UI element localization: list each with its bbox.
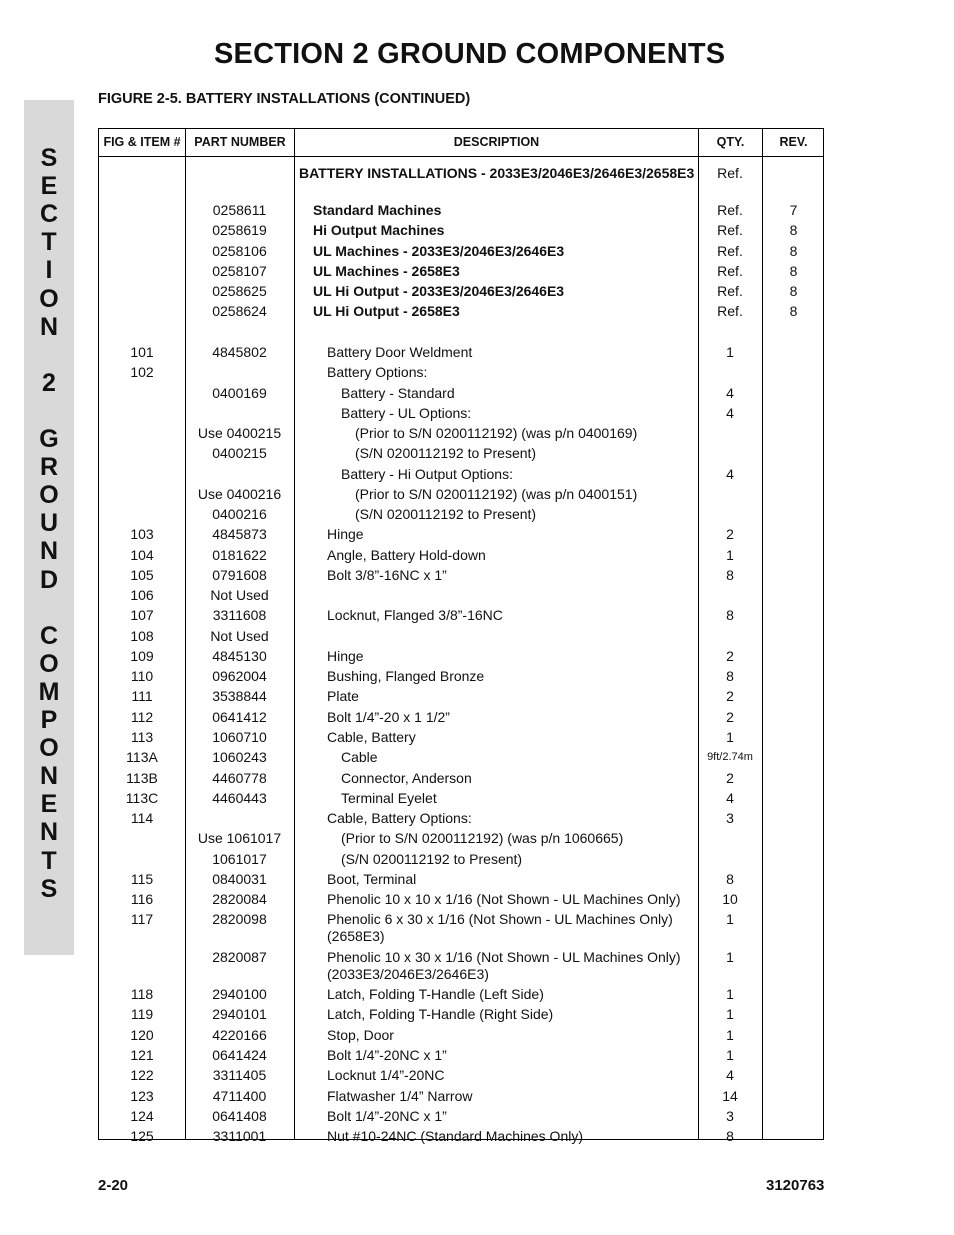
side-tab-letter: P (40, 706, 58, 734)
part-number-cell: 0258611 (212, 202, 267, 218)
item-number-cell: 123 (130, 1088, 154, 1104)
column-header-rev: REV. (779, 135, 808, 149)
quantity-cell: 10 (722, 891, 738, 907)
part-number-cell: 1060243 (212, 749, 267, 765)
description-cell: Locknut 1/4”-20NC (327, 1067, 445, 1083)
quantity-cell: 1 (726, 344, 734, 360)
quantity-cell: 1 (726, 1027, 734, 1043)
description-cell: UL Hi Output - 2658E3 (313, 303, 460, 319)
quantity-cell: 1 (726, 986, 734, 1002)
side-tab-letter: M (38, 677, 60, 706)
part-number-cell: 0400169 (212, 385, 267, 401)
item-number-cell: 117 (130, 911, 154, 927)
part-number-cell: Use 1061017 (197, 830, 282, 846)
side-tab-letter: E (40, 790, 58, 819)
quantity-cell: 8 (726, 567, 734, 583)
side-tab-letter: N (39, 312, 59, 341)
side-tab-letter: N (39, 762, 59, 791)
item-number-cell: 108 (130, 628, 154, 644)
description-cell: Angle, Battery Hold-down (327, 547, 486, 563)
side-tab-letter: D (39, 565, 59, 594)
column-divider (762, 129, 763, 1139)
description-cell: Latch, Folding T-Handle (Right Side) (327, 1006, 554, 1022)
quantity-cell: Ref. (717, 303, 743, 319)
part-number-cell: 3311608 (212, 607, 267, 623)
description-cell: Phenolic 10 x 10 x 1/16 (Not Shown - UL Machines Only) (327, 891, 681, 907)
quantity-cell: 1 (726, 949, 734, 965)
item-number-cell: 113A (126, 749, 158, 765)
revision-cell: 8 (789, 243, 798, 259)
description-cell: (S/N 0200112192 to Present) (355, 445, 537, 461)
quantity-cell: 1 (726, 547, 734, 563)
part-number-cell: 0400216 (212, 506, 267, 522)
column-header-qty: QTY. (716, 135, 745, 149)
quantity-cell: 8 (726, 1128, 734, 1144)
side-tab-letter: R (39, 453, 59, 482)
quantity-cell: 1 (726, 729, 734, 745)
parts-table (98, 128, 824, 1144)
description-cell: (S/N 0200112192 to Present) (355, 506, 537, 522)
quantity-cell: 2 (726, 648, 734, 664)
description-cell: (S/N 0200112192 to Present) (341, 851, 523, 867)
part-number-cell: Use 0400216 (197, 486, 282, 502)
part-number-cell: 0258625 (212, 283, 267, 299)
side-tab-letter: U (39, 509, 59, 538)
description-cell: Stop, Door (327, 1027, 394, 1043)
part-number-cell: Not Used (210, 587, 269, 603)
document-number: 3120763 (766, 1177, 825, 1194)
side-tab-letter: O (39, 284, 59, 313)
part-number-cell: Use 0400215 (197, 425, 282, 441)
description-cell: Cable, Battery (327, 729, 416, 745)
part-number-cell: 4845130 (212, 648, 267, 664)
quantity-cell: 14 (722, 1088, 738, 1104)
item-number-cell: 116 (130, 891, 154, 907)
side-tab-letter: S (40, 144, 58, 172)
quantity-cell: Ref. (717, 165, 743, 181)
revision-cell: 7 (789, 202, 798, 218)
description-cell: BATTERY INSTALLATIONS - 2033E3/2046E3/2646E3/2658E3 (299, 165, 695, 181)
description-cell: Battery - Hi Output Options: (341, 466, 513, 482)
quantity-cell: 2 (726, 688, 734, 704)
quantity-cell: 2 (726, 526, 734, 542)
quantity-cell: 4 (726, 385, 734, 401)
part-number-cell: 2940100 (212, 986, 267, 1002)
side-tab-letter: T (41, 228, 57, 257)
page-number: 2-20 (98, 1177, 129, 1194)
part-number-cell: 1060710 (212, 729, 267, 745)
part-number-cell: 3311405 (212, 1067, 267, 1083)
item-number-cell: 113B (126, 770, 158, 786)
description-cell: Bushing, Flanged Bronze (327, 668, 485, 684)
part-number-cell: 1061017 (212, 851, 267, 867)
quantity-cell: 4 (726, 790, 734, 806)
description-cell: Cable, Battery Options: (327, 810, 472, 826)
description-cell: UL Hi Output - 2033E3/2046E3/2646E3 (313, 283, 565, 299)
item-number-cell: 107 (130, 607, 154, 623)
side-tab-letter: T (41, 846, 57, 875)
section-title: SECTION 2 GROUND COMPONENTS (214, 38, 726, 70)
header-divider (99, 156, 823, 157)
part-number-cell: 2820084 (212, 891, 267, 907)
revision-cell: 8 (789, 222, 798, 238)
part-number-cell: 0258619 (212, 222, 267, 238)
side-tab-letter: O (39, 649, 59, 678)
item-number-cell: 105 (130, 567, 154, 583)
part-number-cell: 4845802 (212, 344, 267, 360)
quantity-cell: 1 (726, 1006, 734, 1022)
description-cell: (Prior to S/N 0200112192) (was p/n 0400169) (355, 425, 638, 441)
part-number-cell: 0258106 (212, 243, 267, 259)
description-cell: Terminal Eyelet (341, 790, 437, 806)
description-cell: Bolt 3/8”-16NC x 1” (327, 567, 447, 583)
description-cell: UL Machines - 2658E3 (313, 263, 460, 279)
side-tab-letter: G (39, 425, 59, 453)
description-cell: Nut #10-24NC (Standard Machines Only) (327, 1128, 584, 1144)
column-header-description: DESCRIPTION (453, 135, 540, 149)
figure-title: FIGURE 2-5. BATTERY INSTALLATIONS (CONTINUED) (98, 91, 471, 107)
quantity-cell: Ref. (717, 202, 743, 218)
item-number-cell: 124 (130, 1108, 154, 1124)
description-cell: Phenolic 10 x 30 x 1/16 (Not Shown - UL Machines Only) (2033E3/2046E3/2646E3) (327, 949, 681, 982)
part-number-cell: 4220166 (212, 1027, 267, 1043)
side-tab-letter: 2 (42, 368, 56, 397)
revision-cell: 8 (789, 283, 798, 299)
side-tab-letter: C (39, 200, 59, 229)
description-cell: Hinge (327, 648, 364, 664)
description-cell: Cable (341, 749, 378, 765)
part-number-cell: 0641412 (212, 709, 267, 725)
quantity-cell: 2 (726, 770, 734, 786)
column-header-item: FIG & ITEM # (103, 135, 181, 149)
quantity-cell: 8 (726, 668, 734, 684)
description-cell: Plate (327, 688, 359, 704)
item-number-cell: 103 (130, 526, 154, 542)
quantity-cell: 8 (726, 607, 734, 623)
quantity-cell: Ref. (717, 263, 743, 279)
item-number-cell: 109 (130, 648, 154, 664)
description-cell: Bolt 1/4”-20NC x 1” (327, 1047, 447, 1063)
item-number-cell: 120 (130, 1027, 154, 1043)
part-number-cell: 2820087 (212, 949, 267, 965)
part-number-cell: 0962004 (212, 668, 267, 684)
description-cell: Boot, Terminal (327, 871, 417, 887)
item-number-cell: 118 (130, 986, 154, 1002)
part-number-cell: 3311001 (212, 1128, 267, 1144)
side-tab-letter: S (40, 874, 58, 903)
item-number-cell: 102 (130, 364, 154, 380)
column-divider (294, 129, 295, 1139)
item-number-cell: 119 (130, 1006, 154, 1022)
quantity-cell: Ref. (717, 222, 743, 238)
part-number-cell: 0840031 (212, 871, 267, 887)
part-number-cell: 4711400 (212, 1088, 267, 1104)
quantity-cell: 1 (726, 1047, 734, 1063)
description-cell: Bolt 1/4”-20NC x 1” (327, 1108, 447, 1124)
part-number-cell: 3538844 (212, 688, 267, 704)
revision-cell: 8 (789, 303, 798, 319)
part-number-cell: 4845873 (212, 526, 267, 542)
quantity-cell: 3 (726, 1108, 734, 1124)
quantity-cell: 2 (726, 709, 734, 725)
part-number-cell: 2940101 (212, 1006, 267, 1022)
section-side-tab (24, 100, 74, 955)
description-cell: Battery Options: (327, 364, 428, 380)
item-number-cell: 101 (130, 344, 154, 360)
item-number-cell: 112 (130, 709, 154, 725)
item-number-cell: 125 (130, 1128, 154, 1144)
item-number-cell: 115 (130, 871, 154, 887)
item-number-cell: 110 (130, 668, 154, 684)
description-cell: Flatwasher 1/4” Narrow (327, 1088, 473, 1104)
description-cell: Battery Door Weldment (327, 344, 473, 360)
column-header-part-number: PART NUMBER (194, 135, 286, 149)
quantity-cell: 1 (726, 911, 734, 927)
description-cell: Bolt 1/4”-20 x 1 1/2” (327, 709, 450, 725)
item-number-cell: 121 (130, 1047, 154, 1063)
side-tab-letter: N (39, 537, 59, 566)
quantity-cell: Ref. (717, 243, 743, 259)
side-tab-letter: I (45, 256, 53, 285)
quantity-cell: 4 (726, 1067, 734, 1083)
description-cell: Locknut, Flanged 3/8”-16NC (327, 607, 503, 623)
quantity-cell: 8 (726, 871, 734, 887)
side-tab-letter: N (39, 818, 59, 847)
part-number-cell: 4460443 (212, 790, 267, 806)
part-number-cell: 4460778 (212, 770, 267, 786)
part-number-cell: 0641408 (212, 1108, 267, 1124)
side-tab-letter: O (39, 734, 59, 763)
part-number-cell: 0791608 (212, 567, 267, 583)
description-cell: Latch, Folding T-Handle (Left Side) (327, 986, 544, 1002)
description-cell: Hi Output Machines (313, 222, 445, 238)
item-number-cell: 111 (131, 688, 153, 704)
item-number-cell: 122 (130, 1067, 154, 1083)
quantity-cell: 3 (726, 810, 734, 826)
description-cell: Phenolic 6 x 30 x 1/16 (Not Shown - UL Machines Only) (2658E3) (327, 911, 673, 944)
part-number-cell: 2820098 (212, 911, 267, 927)
part-number-cell: Not Used (210, 628, 269, 644)
description-cell: Hinge (327, 526, 364, 542)
part-number-cell: 0181622 (212, 547, 267, 563)
quantity-cell: 9ft/2.74m (707, 751, 753, 763)
side-tab-letter: O (39, 481, 59, 510)
description-cell: UL Machines - 2033E3/2046E3/2646E3 (313, 243, 565, 259)
description-cell: (Prior to S/N 0200112192) (was p/n 1060665) (341, 830, 624, 846)
quantity-cell: 4 (726, 466, 734, 482)
quantity-cell: Ref. (717, 283, 743, 299)
description-cell: (Prior to S/N 0200112192) (was p/n 0400151) (355, 486, 638, 502)
description-cell: Battery - UL Options: (341, 405, 472, 421)
quantity-cell: 4 (726, 405, 734, 421)
description-cell: Connector, Anderson (341, 770, 472, 786)
item-number-cell: 106 (130, 587, 154, 603)
part-number-cell: 0641424 (212, 1047, 267, 1063)
side-tab-letter: C (39, 621, 59, 650)
revision-cell: 8 (789, 263, 798, 279)
part-number-cell: 0258624 (212, 303, 267, 319)
part-number-cell: 0258107 (212, 263, 267, 279)
item-number-cell: 113 (130, 729, 154, 745)
side-tab-letter: E (40, 172, 58, 201)
item-number-cell: 113C (125, 790, 159, 806)
item-number-cell: 104 (130, 547, 154, 563)
item-number-cell: 114 (130, 810, 154, 826)
description-cell: Battery - Standard (341, 385, 455, 401)
part-number-cell: 0400215 (212, 445, 267, 461)
description-cell: Standard Machines (313, 202, 442, 218)
